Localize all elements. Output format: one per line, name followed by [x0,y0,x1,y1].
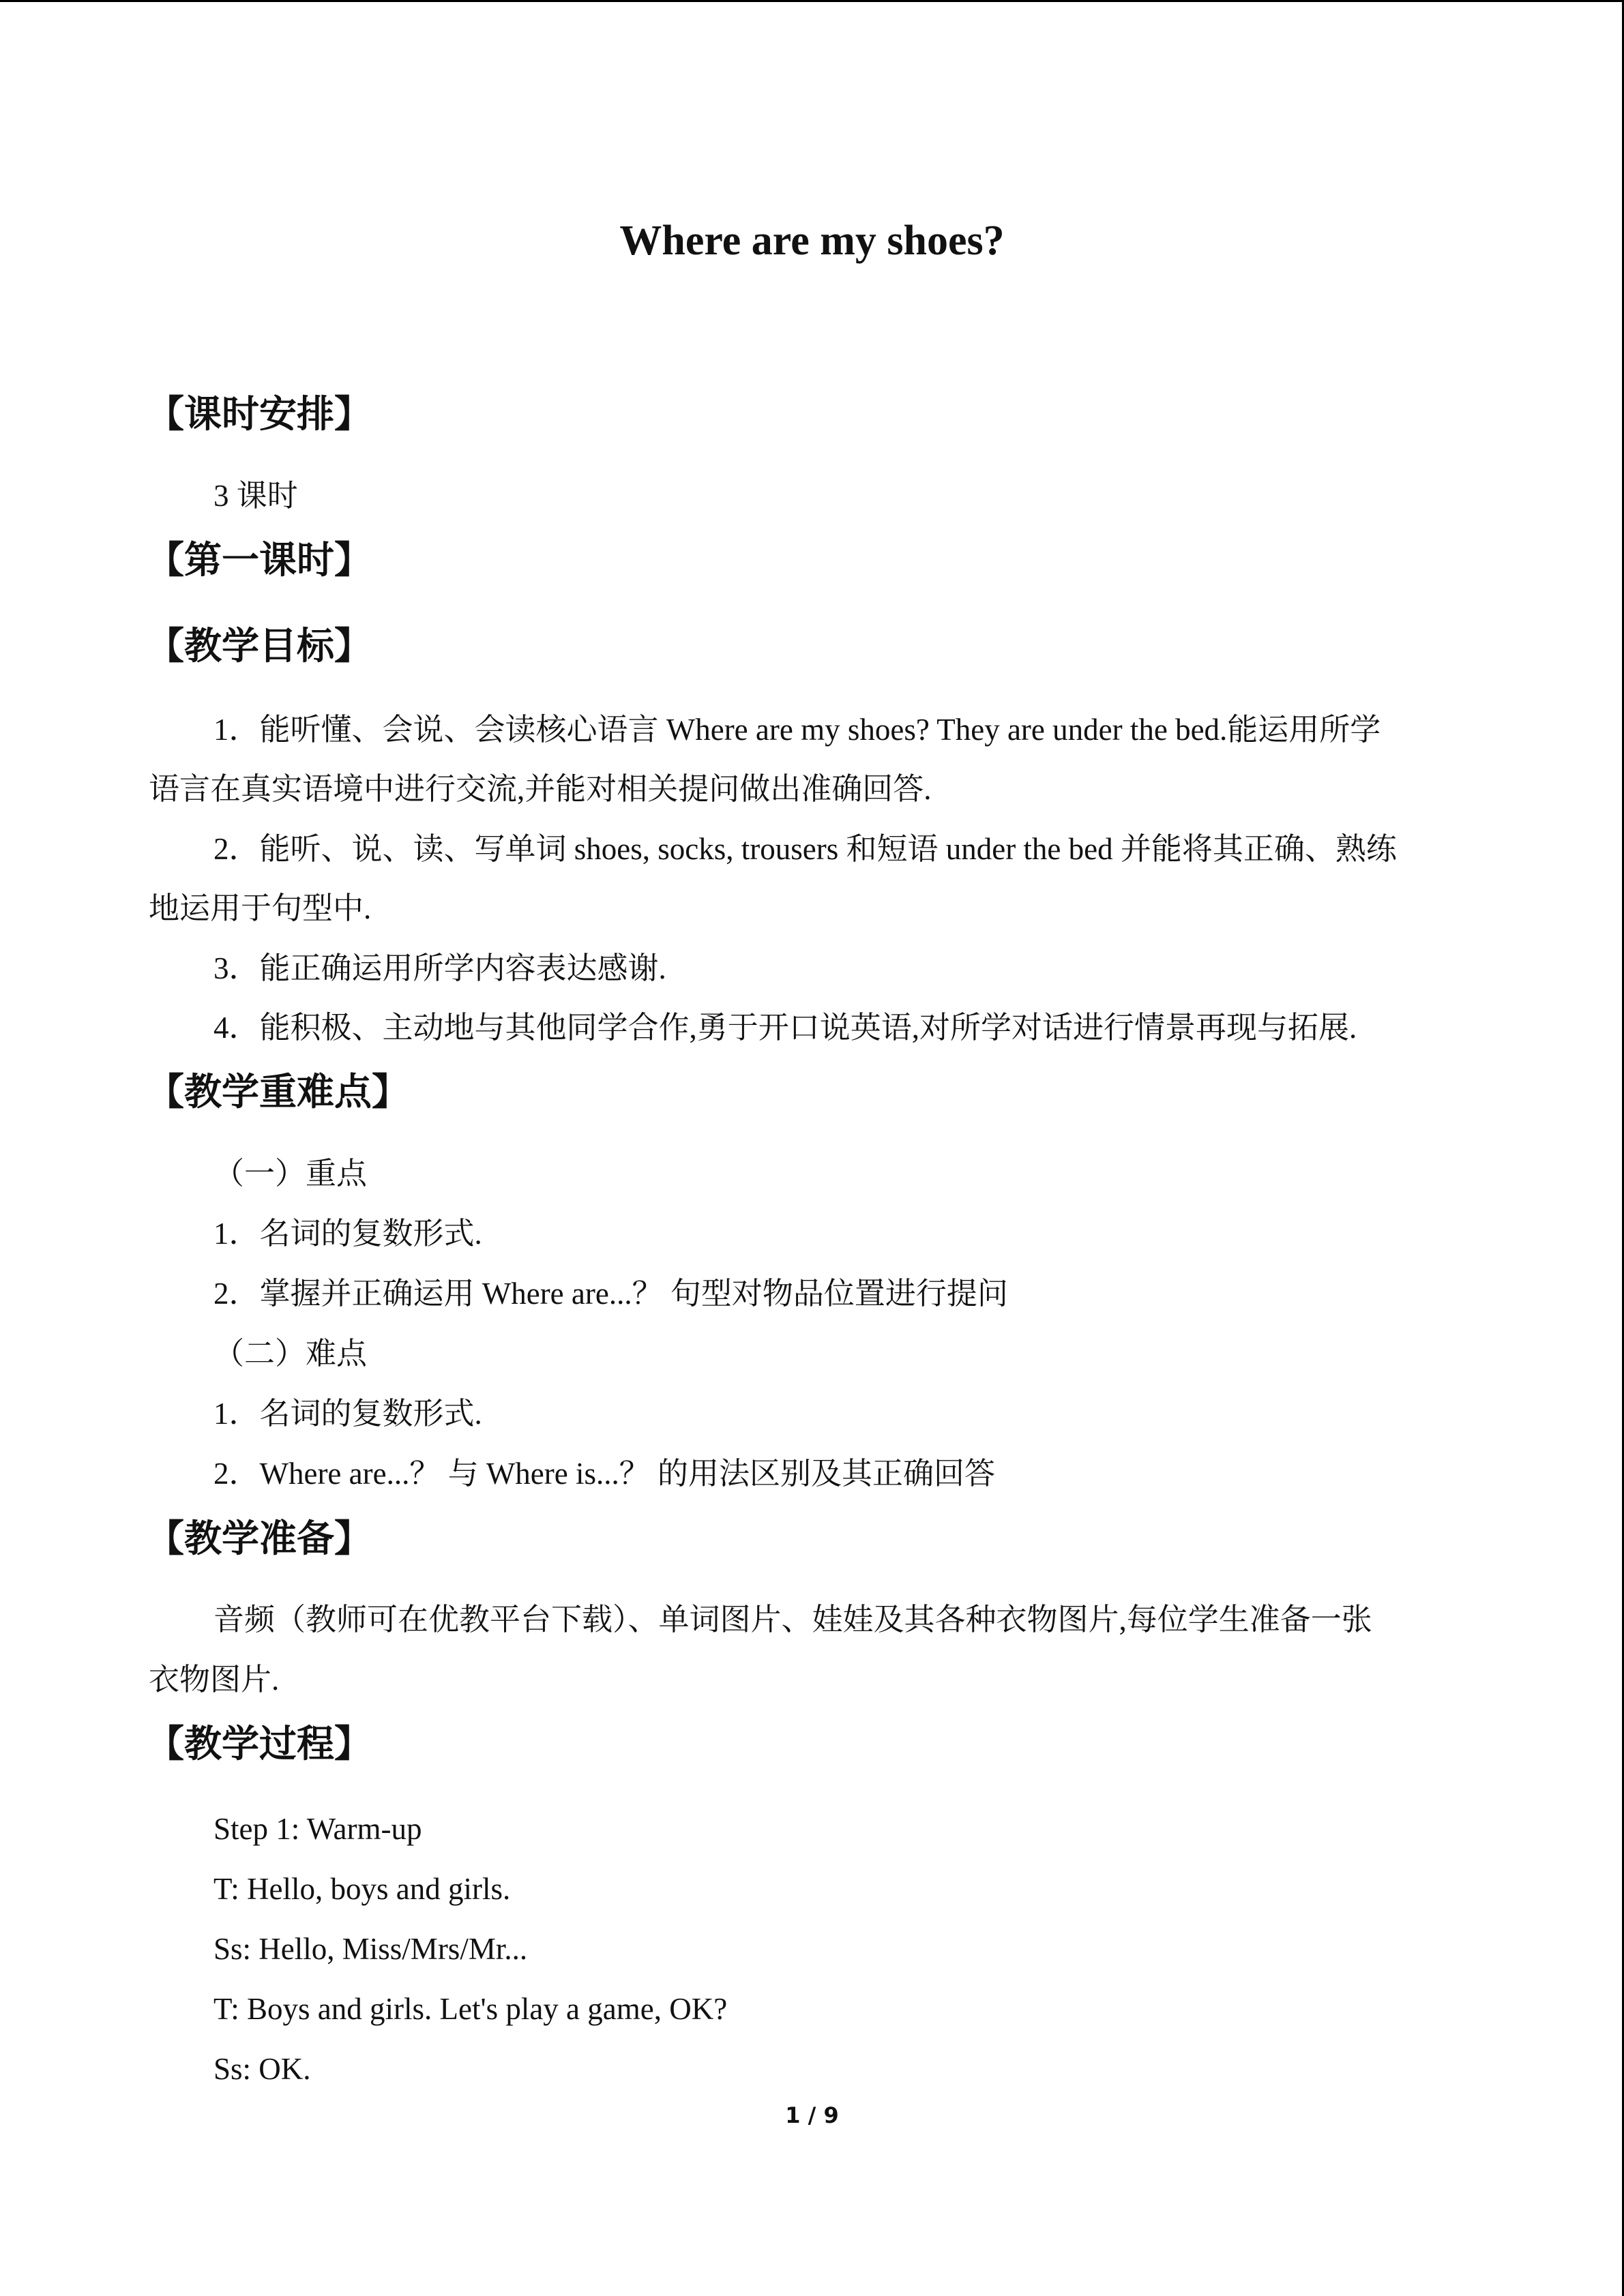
objective-item-1-line-1: 1．能听懂、会说、会读核心语言 Where are my shoes? They are under the bed.能运用所学 [213,713,1381,747]
focus-label: （一）重点 [213,1157,368,1191]
process-line: Ss: OK. [213,2052,311,2086]
heading-first-period: 【第一课时】 [147,538,372,582]
objective-item-2-line-2: 地运用于句型中. [149,891,372,925]
focus-item-2: 2．掌握并正确运用 Where are...？ 句型对物品位置进行提问 [213,1277,1008,1311]
difficulty-label: （二）难点 [213,1337,368,1371]
objective-item-1-line-2: 语言在真实语境中进行交流,并能对相关提问做出准确回答. [149,772,932,806]
page-number: 1 / 9 [785,2102,839,2128]
focus-item-1: 1．名词的复数形式. [213,1217,482,1251]
process-line: Step 1: Warm-up [213,1812,422,1846]
preparation-line-2: 衣物图片. [149,1663,280,1697]
preparation-line-1: 音频（教师可在优教平台下载）、单词图片、娃娃及其各种衣物图片,每位学生准备一张 [213,1602,1372,1637]
heading-schedule: 【课时安排】 [147,392,372,436]
objective-item-3: 3．能正确运用所学内容表达感谢. [213,951,666,985]
process-line: Ss: Hello, Miss/Mrs/Mr... [213,1932,528,1966]
process-line: T: Boys and girls. Let's play a game, OK? [213,1992,728,2026]
difficulty-item-2: 2．Where are...？ 与 Where is...？ 的用法区别及其正确回答 [213,1457,996,1491]
objective-item-2-line-1: 2．能听、说、读、写单词 shoes, socks, trousers 和短语 under the bed 并能将其正确、熟练 [213,832,1397,866]
page-border-top [0,0,1624,2]
heading-preparation: 【教学准备】 [147,1517,372,1560]
schedule-text: 3 课时 [213,479,298,513]
heading-objectives: 【教学目标】 [147,624,372,668]
process-line: T: Hello, boys and girls. [213,1872,511,1906]
difficulty-item-1: 1．名词的复数形式. [213,1397,482,1431]
document-title: Where are my shoes? [619,218,1005,264]
objective-item-4: 4．能积极、主动地与其他同学合作,勇于开口说英语,对所学对话进行情景再现与拓展. [213,1011,1357,1045]
heading-key-points: 【教学重难点】 [147,1070,410,1114]
heading-process: 【教学过程】 [147,1722,372,1765]
